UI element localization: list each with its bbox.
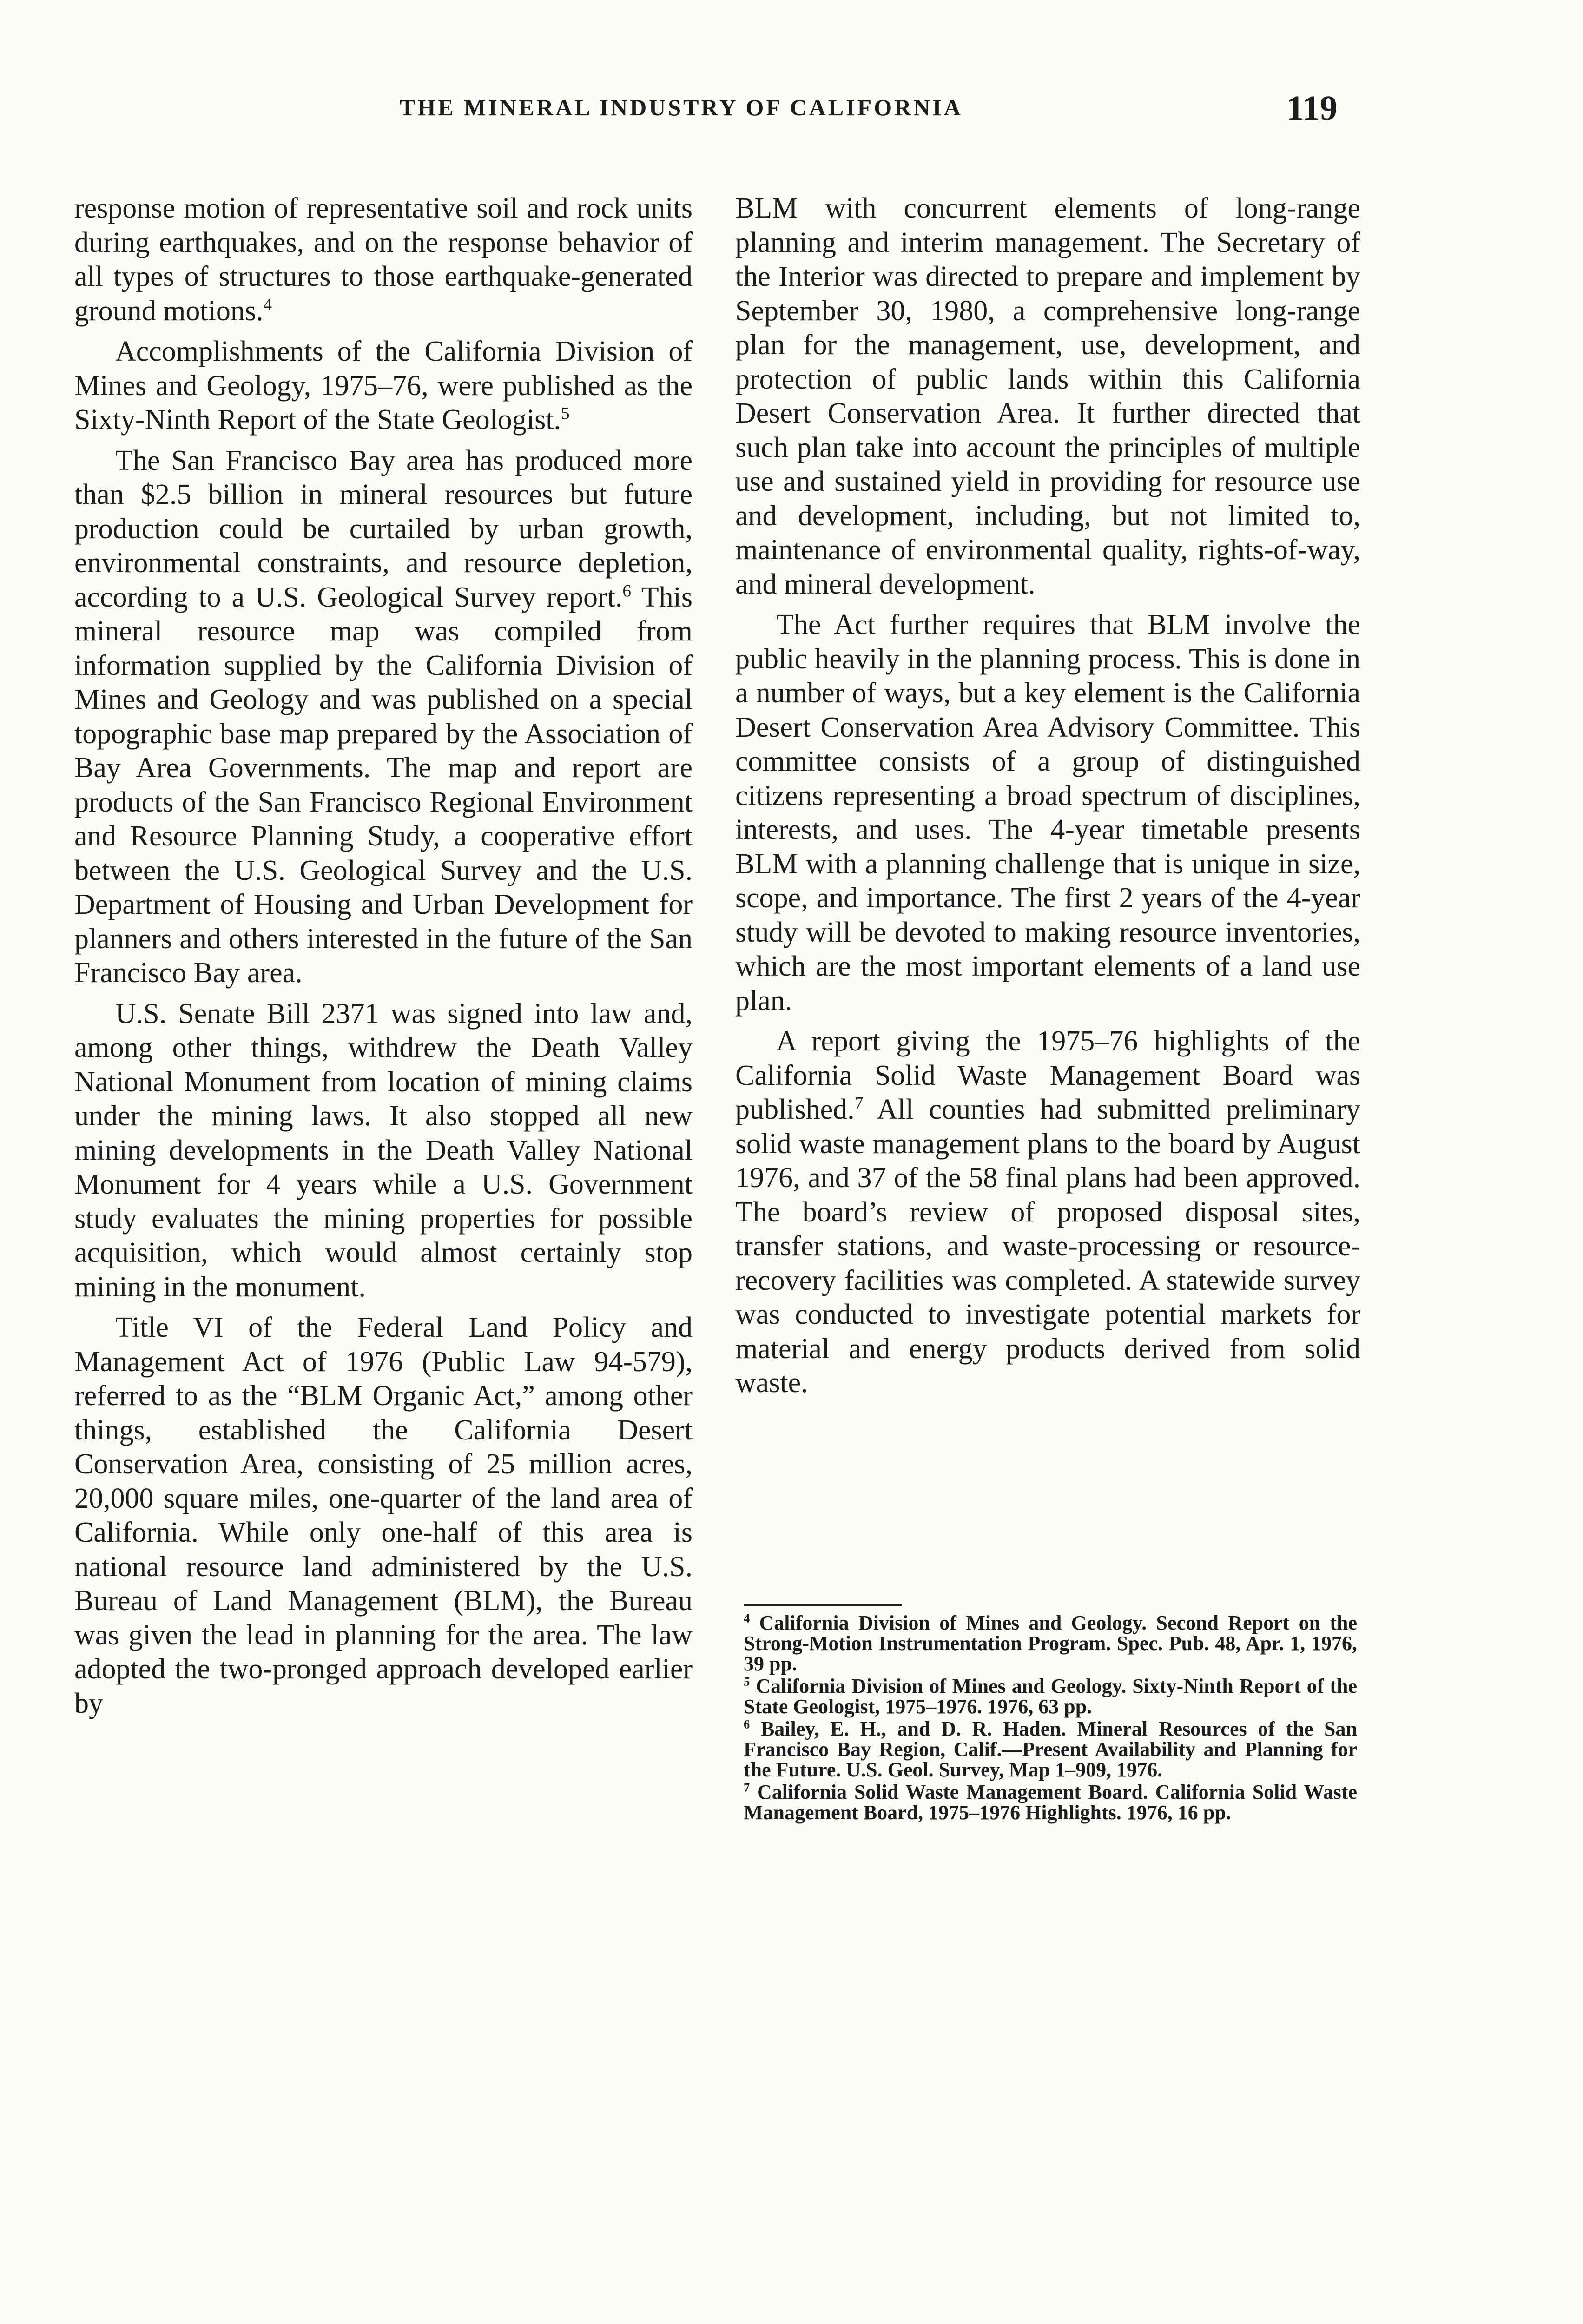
- paragraph-text: A report giving the 1975–76 highlights of the California Solid Waste Management Board was published.: [735, 1025, 1360, 1125]
- footnote: [744, 1613, 1357, 1674]
- paragraph: The Act further requires that BLM involve the public heavily in the planning process. This is done in a number of ways, but a key element is the California Desert Conservation Area Advisory Committee. This committee consists of a group of distinguished citizens representing a broad spectrum of disciplines, interests, and uses. The 4-year timetable presents BLM with a planning challenge that is unique in size, scope, and importance. The first 2 years of the 4-year study will be devoted to making resource inventories, which are the most important elements of a land use plan.: [735, 609, 1360, 1017]
- footnote: [744, 1782, 1357, 1823]
- footnote-ref: 6: [622, 581, 631, 601]
- right-column: [735, 191, 1360, 1407]
- footnote-ref: 4: [263, 295, 272, 314]
- footnote-number: 6: [744, 1717, 750, 1731]
- footnote-number: 5: [744, 1674, 750, 1689]
- paragraph-text: All counties had submitted preliminary solid waste management plans to the board by August 1976, and 37 of the 58 final plans had been approved. The board’s review of proposed disposal sites, transfer stations, and waste-processing or resource-recovery facilities was completed. A statewide survey was conducted to investigate potential markets for material and energy products derived from solid waste.: [735, 1094, 1360, 1399]
- paragraph-text: The San Francisco Bay area has produced more than $2.5 billion in mineral resources but future production could be curtailed by urban growth, environmental constraints, and resource depletion, according to a U.S. Geological Survey report.: [74, 444, 693, 613]
- paragraph-text: response motion of representative soil and rock units during earthquakes, and on the response behavior of all types of structures to those earthquake-generated ground motions.: [74, 192, 693, 327]
- footnote-number: 7: [744, 1780, 750, 1795]
- footnote-text: Bailey, E. H., and D. R. Haden. Mineral Resources of the San Francisco Bay Region, Calif.—Present Availability and Planning for the Future. U.S. Geol. Survey, Map 1–909, 1976.: [744, 1717, 1357, 1781]
- page-number: 119: [1286, 89, 1338, 128]
- footnote-text: California Division of Mines and Geology. Second Report on the Strong-Motion Instrumentation Program. Spec. Pub. 48, Apr. 1, 1976, 39 pp.: [744, 1611, 1358, 1675]
- paragraph: BLM with concurrent elements of long-range planning and interim management. The Secretary of the Interior was directed to prepare and implement by September 30, 1980, a comprehensive long-range plan for the management, use, development, and protection of public lands within this California Desert Conservation Area. It further directed that such plan take into account the principles of multiple use and sustained yield in providing for resource use and development, including, but not limited to, maintenance of environmental quality, rights-of-way, and mineral development.: [735, 192, 1360, 600]
- left-column: [74, 191, 693, 1727]
- footnote-divider: [744, 1604, 902, 1606]
- paragraph: [74, 444, 693, 990]
- paragraph: [74, 335, 693, 437]
- running-head: THE MINERAL INDUSTRY OF CALIFORNIA: [400, 94, 963, 120]
- footnotes: [744, 1613, 1357, 1825]
- paragraph: [735, 1024, 1360, 1400]
- footnote-number: 4: [744, 1611, 750, 1625]
- paragraph-text: This mineral resource map was compiled from information supplied by the California Division of Mines and Geology and was published on a special topographic base map prepared by the Association of Bay Area Governments. The map and report are products of the San Francisco Regional Environment and Resource Planning Study, a cooperative effort between the U.S. Geological Survey and the U.S. Department of Housing and Urban Development for planners and others interested in the future of the San Francisco Bay area.: [74, 581, 693, 989]
- footnote-text: California Solid Waste Management Board. California Solid Waste Management Board, 1975–1976 Highlights. 1976, 16 pp.: [744, 1781, 1357, 1824]
- paragraph: [74, 191, 693, 328]
- footnote: [744, 1676, 1357, 1717]
- paragraph: U.S. Senate Bill 2371 was signed into law and, among other things, withdrew the Death Valley National Monument from location of mining claims under the mining laws. It also stopped all new mining developments in the Death Valley National Monument for 4 years while a U.S. Government study evaluates the mining properties for possible acquisition, which would almost certainly stop mining in the monument.: [74, 997, 693, 1303]
- paragraph-text: Accomplishments of the California Division of Mines and Geology, 1975–76, were published as the Sixty-Ninth Report of the State Geologist.: [74, 336, 693, 436]
- footnote-ref: 7: [854, 1094, 864, 1113]
- paragraph: Title VI of the Federal Land Policy and Management Act of 1976 (Public Law 94-579), referred to as the “BLM Organic Act,” among other things, established the California Desert Conservation Area, consisting of 25 million acres, 20,000 square miles, one-quarter of the land area of California. While only one-half of this area is national resource land administered by the U.S. Bureau of Land Management (BLM), the Bureau was given the lead in planning for the area. The law adopted the two-pronged approach developed earlier by: [74, 1312, 693, 1719]
- footnote: [744, 1719, 1357, 1780]
- footnote-text: California Division of Mines and Geology. Sixty-Ninth Report of the State Geologist, 1975–1976. 1976, 63 pp.: [744, 1675, 1357, 1718]
- footnote-ref: 5: [561, 404, 570, 423]
